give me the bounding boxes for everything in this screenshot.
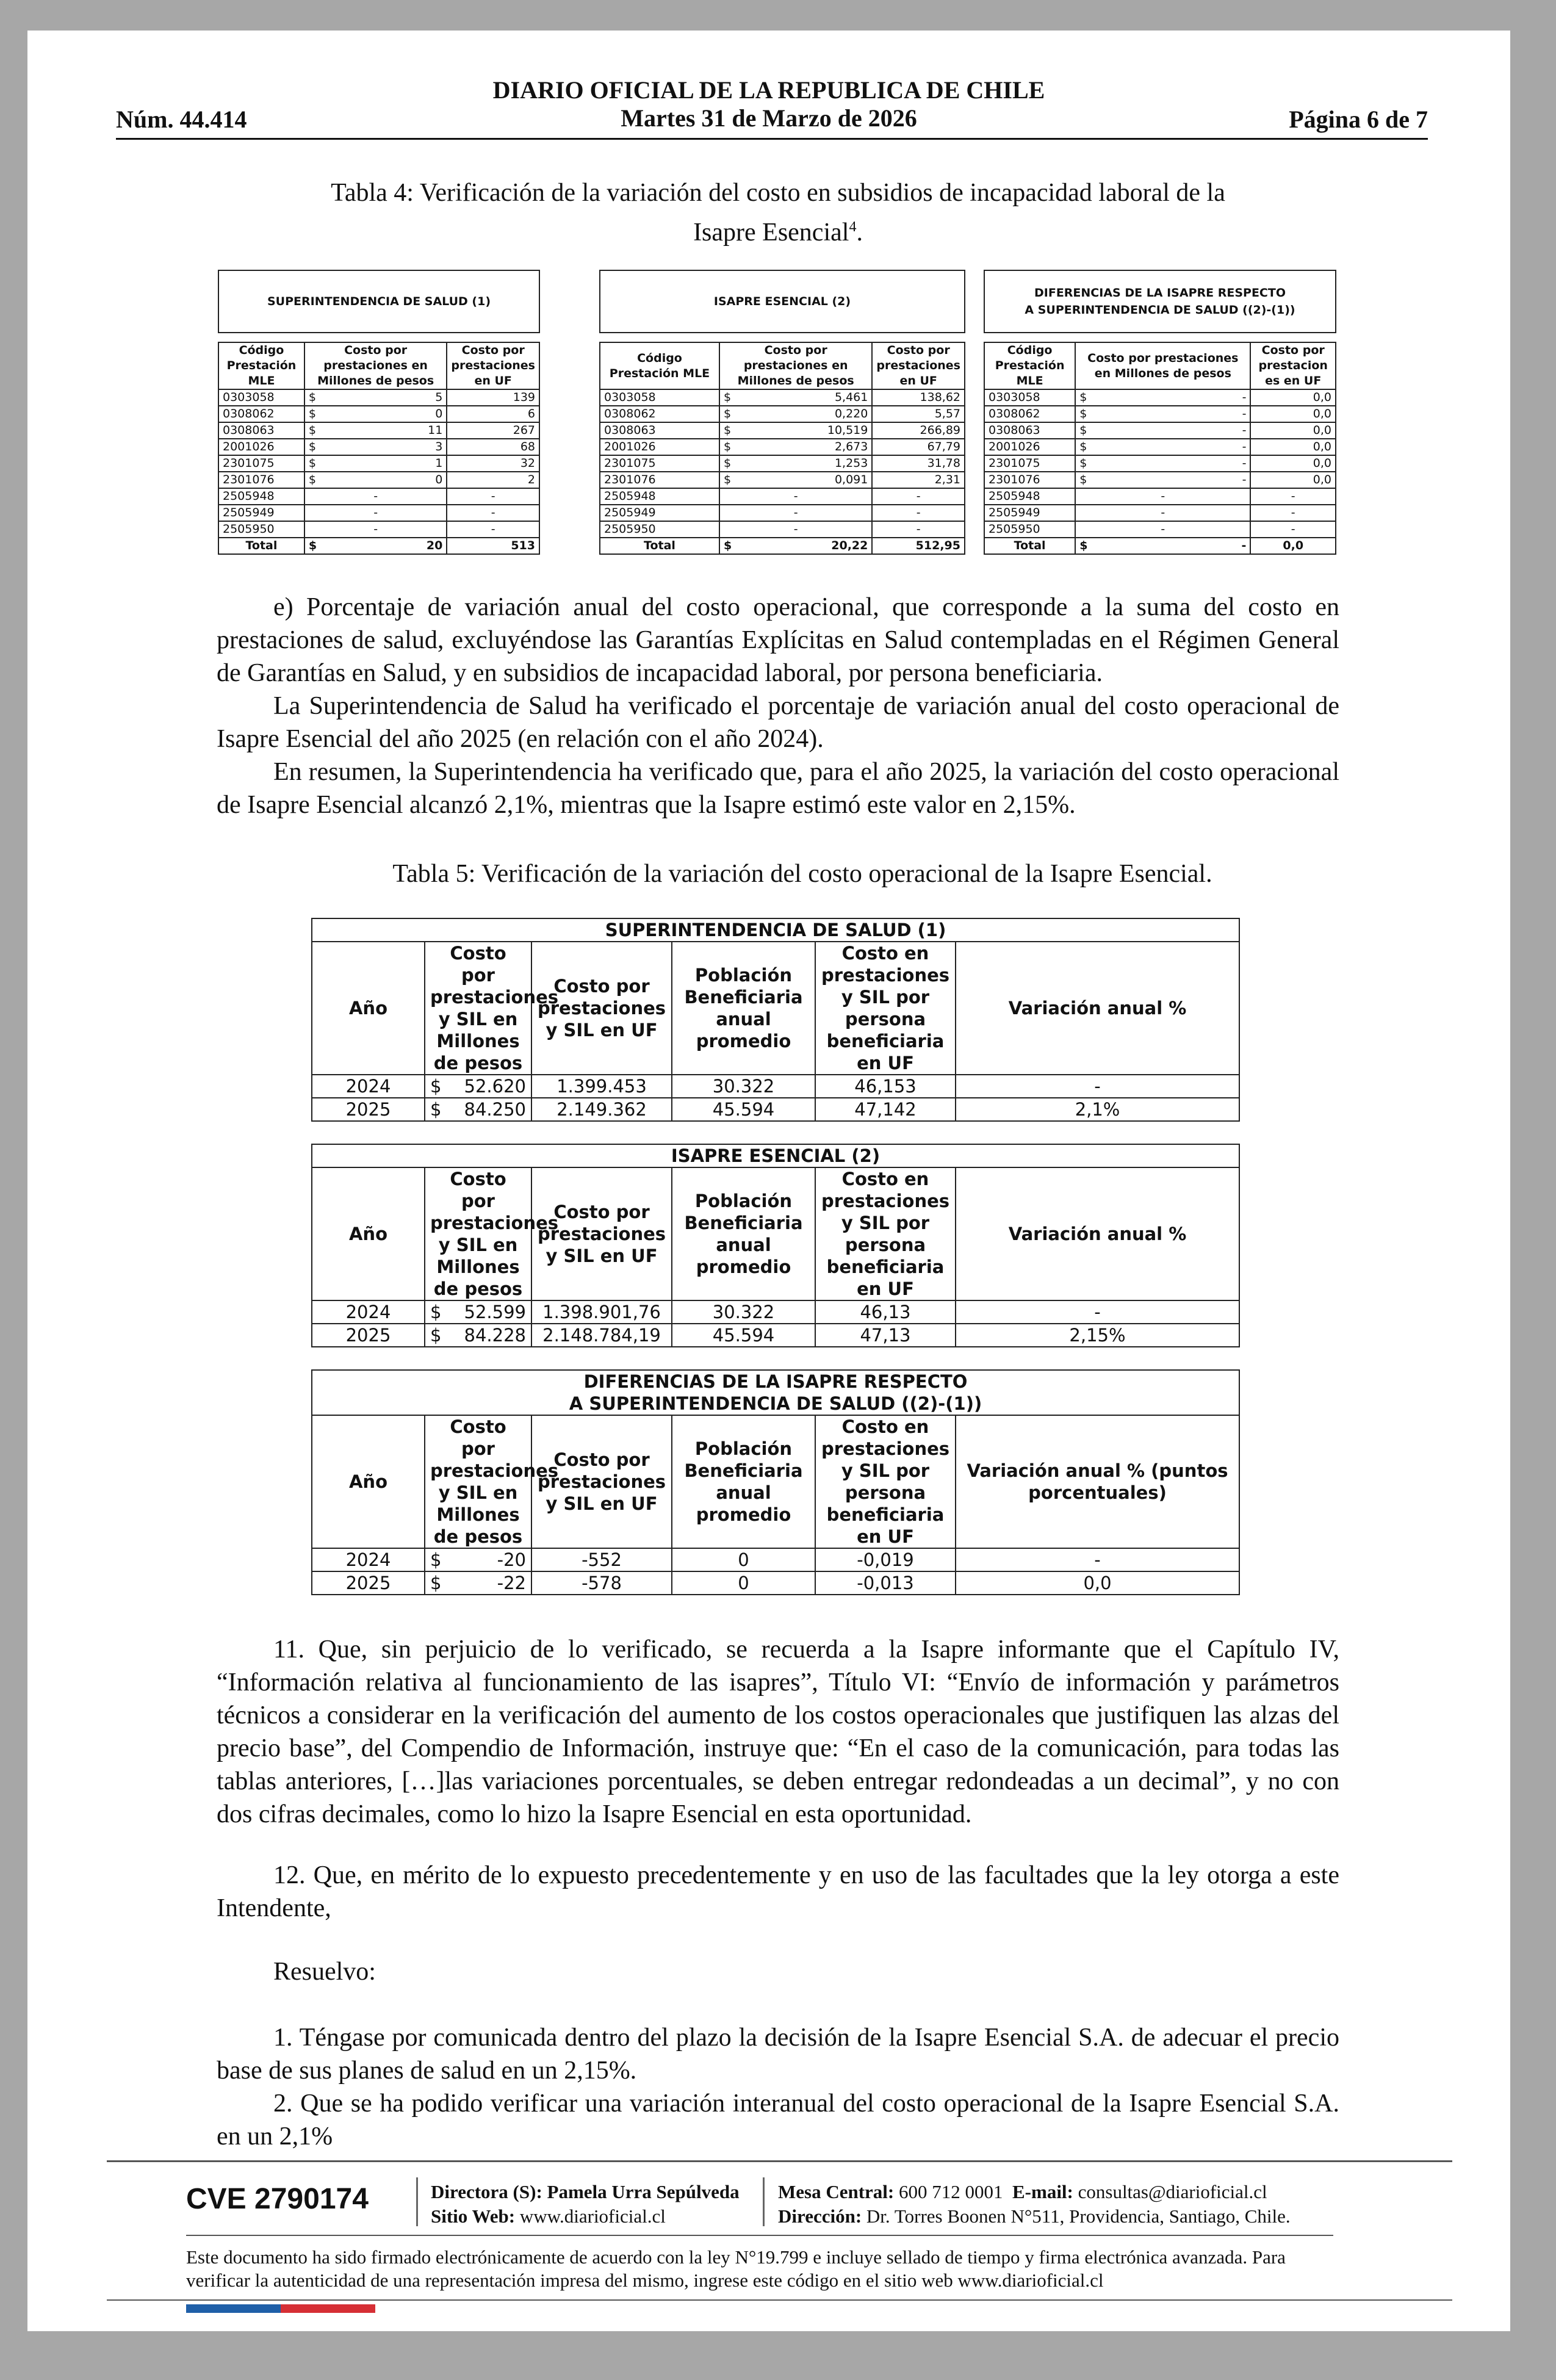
- cell-cost-mill: -: [1091, 422, 1250, 439]
- cell-currency: $: [719, 439, 735, 455]
- cell-cost-per-person: -0,019: [815, 1548, 956, 1571]
- caption-period: .: [856, 218, 863, 247]
- table-row: [600, 439, 965, 455]
- cell-code: 2505949: [218, 505, 304, 521]
- tabla4-caption-text: Isapre Esencial: [693, 218, 849, 247]
- cell-cost-uf: 0,0: [1250, 455, 1336, 472]
- table-row: [600, 389, 965, 406]
- col-header-cost-uf: Costo por prestaciones en UF: [447, 342, 539, 389]
- cell-cost-mill: 1: [320, 455, 447, 472]
- table-title: ISAPRE ESENCIAL (2): [600, 270, 965, 333]
- gazette-title: DIARIO OFICIAL DE LA REPUBLICA DE CHILE: [492, 76, 1045, 104]
- footer-rule-3: [107, 2299, 1452, 2301]
- cell-cost-mill: -: [304, 488, 447, 505]
- table-row: [312, 1324, 1239, 1347]
- sitio-label: Sitio Web:: [431, 2205, 516, 2227]
- cell-cost-mill: 5: [320, 389, 447, 406]
- cell-code: 2505948: [218, 488, 304, 505]
- mesa-label: Mesa Central:: [778, 2181, 895, 2202]
- tabla5-diferencias-table: [311, 1369, 1240, 1595]
- table-row: [218, 505, 539, 521]
- resolution-2-text: 2. Que se ha podido verificar una variación interanual del costo operacional de la Isapre Esencial S.A. en un 2,1%: [217, 2090, 1339, 2151]
- cell-cost-mill: -20: [443, 1548, 531, 1571]
- cell-cost-uf: 1.399.453: [531, 1075, 672, 1098]
- cell-currency: $: [719, 472, 735, 488]
- col-header-year: Año: [312, 942, 425, 1075]
- tabla5-superintendencia-table: [311, 918, 1240, 1122]
- cell-currency: $: [1075, 538, 1091, 554]
- tabla4-diferencias-table: [984, 270, 1336, 555]
- cell-currency: $: [719, 538, 735, 554]
- page-number: Página 6 de 7: [1289, 106, 1428, 133]
- col-header-cost-per-person: Costo en prestaciones y SIL por persona beneficiaria en UF: [815, 942, 956, 1075]
- table-row: [600, 521, 965, 538]
- col-header-cost-mill: Costo por prestaciones y SIL en Millones de pesos: [425, 1167, 531, 1300]
- cell-cost-uf: 1.398.901,76: [531, 1300, 672, 1324]
- table-row: [312, 1098, 1239, 1121]
- cell-currency: $: [719, 389, 735, 406]
- table-total-row: [600, 538, 965, 554]
- email-label: E-mail:: [1012, 2181, 1073, 2202]
- paragraph-12-text: 12. Que, en mérito de lo expuesto precedentemente y en uso de las facultades que la ley otorga a este Intendente,: [217, 1861, 1339, 1922]
- col-header-code: Código Prestación MLE: [600, 342, 719, 389]
- cell-cost-uf: 5,57: [872, 406, 965, 422]
- paragraph-11-text: 11. Que, sin perjuicio de lo verificado, se recuerda a la Isapre informante que el Capítulo IV, “Información relativa al funcionamiento de las isapres”, Título VI: “Envío de información y parámetros técnicos a considerar en la verificación del aumento de los costos operacionales que justifiquen las alzas del precio base”, del Compendio de Información, instruye que: “En el caso de la comunicación, para todas las tablas anteriores, […]las variaciones porcentuales, se deben entregar redondeadas a un decimal”, y no con dos cifras decimales, como lo hizo la Isapre Esencial en esta oportunidad.: [217, 1635, 1339, 1828]
- footer-contact-left: [431, 2180, 740, 2229]
- cell-currency: $: [1075, 422, 1091, 439]
- cell-currency: $: [719, 422, 735, 439]
- cell-currency: $: [1075, 472, 1091, 488]
- cell-code: 0303058: [218, 389, 304, 406]
- resolution-2: [217, 2087, 1339, 2153]
- table-row: [218, 439, 539, 455]
- table-title-line1: DIFERENCIAS DE LA ISAPRE RESPECTO: [1034, 286, 1286, 300]
- cell-currency: $: [425, 1098, 443, 1121]
- table-row: [984, 455, 1336, 472]
- cell-year: 2024: [312, 1300, 425, 1324]
- cell-cost-uf: 267: [447, 422, 539, 439]
- cell-cost-mill: -: [719, 505, 872, 521]
- cell-variation: 2,1%: [956, 1098, 1239, 1121]
- table-row: [984, 472, 1336, 488]
- cell-currency: $: [304, 439, 320, 455]
- cell-total-mill: 20,22: [735, 538, 872, 554]
- cell-variation: -: [956, 1548, 1239, 1571]
- table-title-line2: A SUPERINTENDENCIA DE SALUD ((2)-(1)): [569, 1393, 982, 1414]
- col-header-variation: Variación anual % (puntos porcentuales): [956, 1415, 1239, 1548]
- paragraph-resumen: [217, 755, 1339, 821]
- cell-cost-mill: 52.620: [443, 1075, 531, 1098]
- cell-code: 2505949: [600, 505, 719, 521]
- cell-currency: $: [1075, 439, 1091, 455]
- document-page: [27, 31, 1510, 2331]
- table-row: [312, 1300, 1239, 1324]
- cell-cost-mill: -: [719, 521, 872, 538]
- table-row: [218, 521, 539, 538]
- cell-code: 0303058: [600, 389, 719, 406]
- col-header-cost-uf: Costo por prestaciones y SIL en UF: [531, 942, 672, 1075]
- cell-currency: $: [425, 1548, 443, 1571]
- table-row: [312, 1075, 1239, 1098]
- cell-cost-mill: 0,220: [735, 406, 872, 422]
- table-row: [218, 389, 539, 406]
- cell-cost-mill: -: [1075, 521, 1250, 538]
- cell-variation: -: [956, 1300, 1239, 1324]
- cell-population: 0: [672, 1571, 815, 1595]
- col-header-population: Población Beneficiaria anual promedio: [672, 1415, 815, 1548]
- cell-cost-mill: 0: [320, 472, 447, 488]
- cell-cost-mill: -22: [443, 1571, 531, 1595]
- table-row: [600, 488, 965, 505]
- cell-currency: $: [304, 538, 320, 554]
- directora-label: Directora (S):: [431, 2181, 542, 2202]
- col-header-population: Población Beneficiaria anual promedio: [672, 942, 815, 1075]
- cell-code: 2505949: [984, 505, 1075, 521]
- cell-cost-uf: -: [872, 521, 965, 538]
- table-title: [312, 1370, 1239, 1415]
- table-row: [600, 455, 965, 472]
- footnote-ref[interactable]: 4: [849, 219, 857, 235]
- cell-variation: 2,15%: [956, 1324, 1239, 1347]
- resolution-1-text: 1. Téngase por comunicada dentro del plazo la decisión de la Isapre Esencial S.A. de adecuar el precio base de sus planes de salud en un 2,15%.: [217, 2024, 1339, 2085]
- cell-cost-mill: -: [1075, 505, 1250, 521]
- cell-code: 2301075: [218, 455, 304, 472]
- cve-code: CVE 2790174: [186, 2183, 369, 2215]
- cell-code: 0308063: [218, 422, 304, 439]
- cell-code: 2505950: [984, 521, 1075, 538]
- direccion-value: Dr. Torres Boonen N°511, Providencia, Santiago, Chile.: [866, 2205, 1291, 2227]
- resuelvo-text: Resuelvo:: [273, 1958, 376, 1986]
- cell-code: 0308062: [984, 406, 1075, 422]
- cell-code: 2001026: [218, 439, 304, 455]
- header-rule: [116, 138, 1428, 140]
- cell-cost-uf: -: [872, 488, 965, 505]
- cell-code: 2301076: [984, 472, 1075, 488]
- cell-cost-uf: 0,0: [1250, 439, 1336, 455]
- cell-cost-uf: -: [1250, 488, 1336, 505]
- cell-cost-per-person: -0,013: [815, 1571, 956, 1595]
- footer-rule: [107, 2160, 1452, 2162]
- email-link[interactable]: consultas@diarioficial.cl: [1078, 2181, 1267, 2202]
- cell-population: 30.322: [672, 1075, 815, 1098]
- cell-total-mill: -: [1091, 538, 1250, 554]
- cell-cost-uf: 0,0: [1250, 472, 1336, 488]
- cell-cost-uf: 68: [447, 439, 539, 455]
- table-row: [984, 422, 1336, 439]
- cell-cost-mill: 11: [320, 422, 447, 439]
- table-row: [218, 488, 539, 505]
- cell-cost-per-person: 47,13: [815, 1324, 956, 1347]
- col-header-cost-mill: Costo por prestaciones y SIL en Millones de pesos: [425, 1415, 531, 1548]
- cell-cost-uf: 138,62: [872, 389, 965, 406]
- col-header-cost-mill: Costo por prestaciones en Millones de pesos: [719, 342, 872, 389]
- cell-cost-mill: 0,091: [735, 472, 872, 488]
- col-header-cost-per-person: Costo en prestaciones y SIL por persona beneficiaria en UF: [815, 1167, 956, 1300]
- cell-cost-uf: -: [447, 488, 539, 505]
- cell-cost-uf: -: [447, 521, 539, 538]
- table-row: [984, 488, 1336, 505]
- cell-population: 0: [672, 1548, 815, 1571]
- table-row: [218, 422, 539, 439]
- cell-cost-mill: 1,253: [735, 455, 872, 472]
- cell-code: 2505950: [218, 521, 304, 538]
- table-title: SUPERINTENDENCIA DE SALUD (1): [312, 918, 1239, 942]
- table-row: [600, 406, 965, 422]
- tabla4-caption: [229, 176, 1327, 250]
- tabla5-caption: Tabla 5: Verificación de la variación del costo operacional de la Isapre Esencial.: [392, 860, 1212, 888]
- cell-cost-uf: 6: [447, 406, 539, 422]
- cell-total-uf: 512,95: [872, 538, 965, 554]
- cell-currency: $: [425, 1300, 443, 1324]
- tabla4-caption-line2: [229, 210, 1327, 250]
- table-row: [312, 1548, 1239, 1571]
- issue-number: Núm. 44.414: [116, 106, 247, 133]
- col-header-cost-uf: Costo por prestaciones en UF: [872, 342, 965, 389]
- tabla4-isapre-table: [599, 270, 965, 555]
- cell-cost-mill: -: [1091, 472, 1250, 488]
- col-header-cost-mill: Costo por prestaciones y SIL en Millones de pesos: [425, 942, 531, 1075]
- cell-cost-uf: -578: [531, 1571, 672, 1595]
- cell-year: 2025: [312, 1571, 425, 1595]
- paragraph-e: [217, 591, 1339, 690]
- cell-year: 2024: [312, 1548, 425, 1571]
- footer-rule-2: [186, 2235, 1333, 2236]
- cell-population: 45.594: [672, 1324, 815, 1347]
- col-header-year: Año: [312, 1415, 425, 1548]
- cell-cost-mill: -: [1091, 455, 1250, 472]
- col-header-cost-uf: Costo por prestacion es en UF: [1250, 342, 1336, 389]
- footer-separator: [763, 2177, 765, 2226]
- flag-stripe-red: [281, 2304, 375, 2313]
- cell-currency: $: [425, 1571, 443, 1595]
- cell-code: 2505950: [600, 521, 719, 538]
- cell-code: 2505948: [984, 488, 1075, 505]
- table-total-row: [218, 538, 539, 554]
- resolution-1: [217, 2021, 1339, 2087]
- directora-name: Pamela Urra Sepúlveda: [547, 2181, 740, 2202]
- table-row: [312, 1571, 1239, 1595]
- cell-code: 2301075: [600, 455, 719, 472]
- gazette-date: Martes 31 de Marzo de 2026: [621, 104, 917, 132]
- cell-cost-uf: 67,79: [872, 439, 965, 455]
- cell-cost-mill: 3: [320, 439, 447, 455]
- cell-population: 30.322: [672, 1300, 815, 1324]
- cell-currency: $: [425, 1324, 443, 1347]
- paragraph-superintendencia: [217, 690, 1339, 755]
- col-header-population: Población Beneficiaria anual promedio: [672, 1167, 815, 1300]
- cell-cost-mill: -: [719, 488, 872, 505]
- cell-total-label: Total: [984, 538, 1075, 554]
- cell-cost-mill: 84.250: [443, 1098, 531, 1121]
- cell-cost-per-person: 46,13: [815, 1300, 956, 1324]
- table-row: [984, 406, 1336, 422]
- cell-cost-uf: -: [872, 505, 965, 521]
- paragraph-resumen-text: En resumen, la Superintendencia ha verificado que, para el año 2025, la variación del costo operacional de Isapre Esencial alcanzó 2,1%, mientras que la Isapre estimó este valor en 2,15%.: [217, 758, 1339, 819]
- col-header-cost-per-person: Costo en prestaciones y SIL por persona beneficiaria en UF: [815, 1415, 956, 1548]
- cell-cost-uf: 2.149.362: [531, 1098, 672, 1121]
- cell-cost-uf: 0,0: [1250, 389, 1336, 406]
- cell-code: 2001026: [600, 439, 719, 455]
- cell-cost-uf: 0,0: [1250, 422, 1336, 439]
- cell-code: 2301076: [600, 472, 719, 488]
- col-header-cost-uf: Costo por prestaciones y SIL en UF: [531, 1167, 672, 1300]
- cell-year: 2025: [312, 1098, 425, 1121]
- table-total-row: [984, 538, 1336, 554]
- cell-cost-per-person: 47,142: [815, 1098, 956, 1121]
- cell-cost-mill: -: [1091, 439, 1250, 455]
- resuelvo-heading: [217, 1955, 1339, 1988]
- cell-currency: $: [304, 389, 320, 406]
- table-row: [600, 505, 965, 521]
- tabla4-caption-line1: Tabla 4: Verificación de la variación del costo en subsidios de incapacidad laboral de la: [331, 179, 1225, 207]
- cell-total-label: Total: [218, 538, 304, 554]
- cell-population: 45.594: [672, 1098, 815, 1121]
- cell-cost-uf: 0,0: [1250, 406, 1336, 422]
- cell-cost-mill: 84.228: [443, 1324, 531, 1347]
- cell-cost-mill: -: [1091, 389, 1250, 406]
- cell-currency: $: [1075, 389, 1091, 406]
- cell-currency: $: [304, 406, 320, 422]
- table-row: [218, 455, 539, 472]
- cell-cost-uf: 2.148.784,19: [531, 1324, 672, 1347]
- col-header-year: Año: [312, 1167, 425, 1300]
- direccion-label: Dirección:: [778, 2205, 862, 2227]
- footer-contact-right: [778, 2180, 1291, 2229]
- cell-currency: $: [1075, 455, 1091, 472]
- cell-code: 0308062: [218, 406, 304, 422]
- cell-cost-mill: 5,461: [735, 389, 872, 406]
- cell-cost-mill: 10,519: [735, 422, 872, 439]
- cell-code: 0308062: [600, 406, 719, 422]
- table-row: [600, 472, 965, 488]
- cell-cost-mill: 0: [320, 406, 447, 422]
- table-row: [984, 439, 1336, 455]
- cell-cost-per-person: 46,153: [815, 1075, 956, 1098]
- cell-cost-uf: -: [1250, 521, 1336, 538]
- cell-cost-mill: -: [1075, 488, 1250, 505]
- mesa-value: 600 712 0001: [899, 2181, 1003, 2202]
- cell-cost-uf: 2: [447, 472, 539, 488]
- sitio-link[interactable]: www.diarioficial.cl: [519, 2205, 666, 2227]
- cell-year: 2025: [312, 1324, 425, 1347]
- cell-variation: -: [956, 1075, 1239, 1098]
- table-title: [984, 270, 1336, 333]
- cell-cost-mill: 52.599: [443, 1300, 531, 1324]
- signature-note: Este documento ha sido firmado electrónicamente de acuerdo con la ley N°19.799 e incluye sellado de tiempo y firma electrónica avanzada. Para verificar la autenticidad de una representación impresa del mismo, ingrese este código en el sitio web www.diarioficial.cl: [186, 2246, 1286, 2291]
- cell-currency: $: [304, 455, 320, 472]
- cell-cost-mill: -: [1091, 406, 1250, 422]
- cell-code: 2301075: [984, 455, 1075, 472]
- cell-currency: $: [719, 406, 735, 422]
- cell-code: 2505948: [600, 488, 719, 505]
- cell-currency: $: [719, 455, 735, 472]
- paragraph-e-text: e) Porcentaje de variación anual del costo operacional, que corresponde a la suma del costo en prestaciones de salud, excluyéndose las Garantías Explícitas en Salud contempladas en el Régimen General de Garantías en Salud, y en subsidios de incapacidad laboral, por persona beneficiaria.: [217, 593, 1339, 687]
- cell-currency: $: [304, 422, 320, 439]
- cell-cost-uf: 139: [447, 389, 539, 406]
- paragraph-12: [217, 1859, 1339, 1925]
- col-header-code: Código Prestación MLE: [984, 342, 1075, 389]
- table-title: SUPERINTENDENCIA DE SALUD (1): [218, 270, 539, 333]
- cell-cost-uf: 2,31: [872, 472, 965, 488]
- col-header-variation: Variación anual %: [956, 1167, 1239, 1300]
- cell-cost-uf: -: [447, 505, 539, 521]
- cell-code: 2301076: [218, 472, 304, 488]
- cell-cost-mill: 2,673: [735, 439, 872, 455]
- cell-cost-uf: 32: [447, 455, 539, 472]
- table-row: [600, 422, 965, 439]
- table-row: [218, 406, 539, 422]
- cell-cost-uf: 31,78: [872, 455, 965, 472]
- flag-stripe-blue: [186, 2304, 281, 2313]
- cell-total-uf: 0,0: [1250, 538, 1336, 554]
- paragraph-11: [217, 1633, 1339, 1831]
- table-row: [984, 505, 1336, 521]
- tabla4-superintendencia-table: [218, 270, 540, 555]
- cell-code: 2001026: [984, 439, 1075, 455]
- cell-code: 0308063: [600, 422, 719, 439]
- table-title-line2: A SUPERINTENDENCIA DE SALUD ((2)-(1)): [1025, 303, 1295, 317]
- cell-currency: $: [425, 1075, 443, 1098]
- cell-currency: $: [1075, 406, 1091, 422]
- footer-separator: [416, 2177, 418, 2226]
- cell-code: 0303058: [984, 389, 1075, 406]
- table-row: [984, 389, 1336, 406]
- table-title: ISAPRE ESENCIAL (2): [312, 1144, 1239, 1167]
- cell-cost-uf: -552: [531, 1548, 672, 1571]
- col-header-variation: Variación anual %: [956, 942, 1239, 1075]
- cell-total-uf: 513: [447, 538, 539, 554]
- cell-cost-uf: -: [1250, 505, 1336, 521]
- cell-currency: $: [304, 472, 320, 488]
- cell-year: 2024: [312, 1075, 425, 1098]
- col-header-cost-uf: Costo por prestaciones y SIL en UF: [531, 1415, 672, 1548]
- table-row: [218, 472, 539, 488]
- col-header-cost-mill: Costo por prestaciones en Millones de pesos: [1075, 342, 1250, 389]
- cell-variation: 0,0: [956, 1571, 1239, 1595]
- paragraph-superintendencia-text: La Superintendencia de Salud ha verificado el porcentaje de variación anual del costo operacional de Isapre Esencial del año 2025 (en relación con el año 2024).: [217, 692, 1339, 753]
- tabla5-isapre-table: [311, 1144, 1240, 1347]
- cell-cost-mill: -: [304, 521, 447, 538]
- cell-cost-mill: -: [304, 505, 447, 521]
- cell-code: 0308063: [984, 422, 1075, 439]
- col-header-code: Código Prestación MLE: [218, 342, 304, 389]
- cell-total-label: Total: [600, 538, 719, 554]
- table-title-line1: DIFERENCIAS DE LA ISAPRE RESPECTO: [583, 1371, 968, 1392]
- cell-cost-uf: 266,89: [872, 422, 965, 439]
- col-header-cost-mill: Costo por prestaciones en Millones de pesos: [304, 342, 447, 389]
- table-row: [984, 521, 1336, 538]
- cell-total-mill: 20: [320, 538, 447, 554]
